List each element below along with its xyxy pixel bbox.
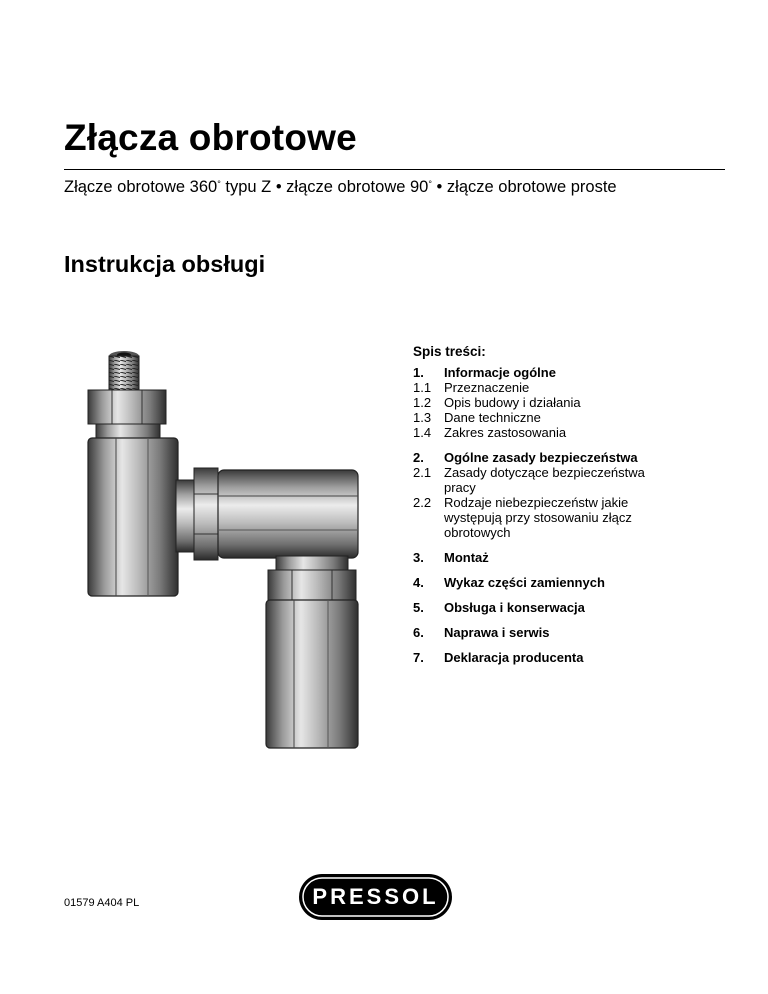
toc-entry-title: Przeznaczenie <box>444 380 530 395</box>
toc-entry-number: 1. <box>413 365 424 380</box>
toc-entry <box>413 465 683 495</box>
document-title: Złącza obrotowe <box>64 117 357 158</box>
toc-heading: Spis treści: <box>413 344 486 359</box>
subtitle-part-90: typu Z • złącze obrotowe 90 <box>220 178 429 196</box>
subtitle <box>64 176 617 198</box>
toc-entry-number: 3. <box>413 550 424 565</box>
toc-entry <box>413 600 683 615</box>
subtitle-part-360: Złącze obrotowe 360 <box>64 178 218 196</box>
toc-entry-title: Opis budowy i działania <box>444 395 581 410</box>
table-of-contents <box>413 365 683 665</box>
title-divider <box>64 169 725 170</box>
toc-entry <box>413 425 683 440</box>
toc-entry-number: 4. <box>413 575 424 590</box>
toc-entry-number: 6. <box>413 625 424 640</box>
toc-entry-title: Informacje ogólne <box>444 365 556 380</box>
toc-entry <box>413 380 683 395</box>
toc-entry-title: Naprawa i serwis <box>444 625 550 640</box>
toc-entry-number: 1.1 <box>413 380 432 395</box>
toc-entry-title: Montaż <box>444 550 489 565</box>
toc-entry <box>413 365 683 380</box>
toc-entry <box>413 575 683 590</box>
toc-entry <box>413 650 683 665</box>
toc-entry-title: Zasady dotyczące bezpieczeństwa pracy <box>444 465 645 495</box>
toc-entry-title: Deklaracja producenta <box>444 650 584 665</box>
swivel-joint-photo <box>78 344 378 754</box>
toc-entry-number: 1.2 <box>413 395 432 410</box>
toc-entry-number: 2.1 <box>413 465 432 480</box>
toc-entry-number: 2.2 <box>413 495 432 510</box>
toc-entry-title: Obsługa i konserwacja <box>444 600 585 615</box>
toc-entry-number: 2. <box>413 450 424 465</box>
pressol-logo <box>298 873 453 921</box>
toc-entry <box>413 625 683 640</box>
toc-entry <box>413 495 683 540</box>
toc-entry-title: Wykaz części zamiennych <box>444 575 605 590</box>
toc-entry-title: Ogólne zasady bezpieczeństwa <box>444 450 638 465</box>
document-type-heading: Instrukcja obsługi <box>64 251 266 277</box>
toc-entry <box>413 410 683 425</box>
toc-entry-number: 7. <box>413 650 424 665</box>
toc-entry-title: Rodzaje niebezpieczeństw jakie występują przy stosowaniu złącz obrotowych <box>444 495 632 540</box>
subtitle-part-straight: • złącze obrotowe proste <box>431 178 617 196</box>
toc-entry <box>413 550 683 565</box>
logo-wordmark: PRESSOL <box>312 884 439 909</box>
toc-entry-number: 1.4 <box>413 425 432 440</box>
toc-entry <box>413 395 683 410</box>
degree-sign: ° <box>428 179 432 189</box>
toc-entry-title: Dane techniczne <box>444 410 541 425</box>
document-number: 01579 A404 PL <box>64 897 140 909</box>
toc-entry <box>413 450 683 465</box>
toc-entry-title: Zakres zastosowania <box>444 425 567 440</box>
toc-entry-number: 1.3 <box>413 410 432 425</box>
toc-entry-number: 5. <box>413 600 424 615</box>
degree-sign: ° <box>217 179 221 189</box>
